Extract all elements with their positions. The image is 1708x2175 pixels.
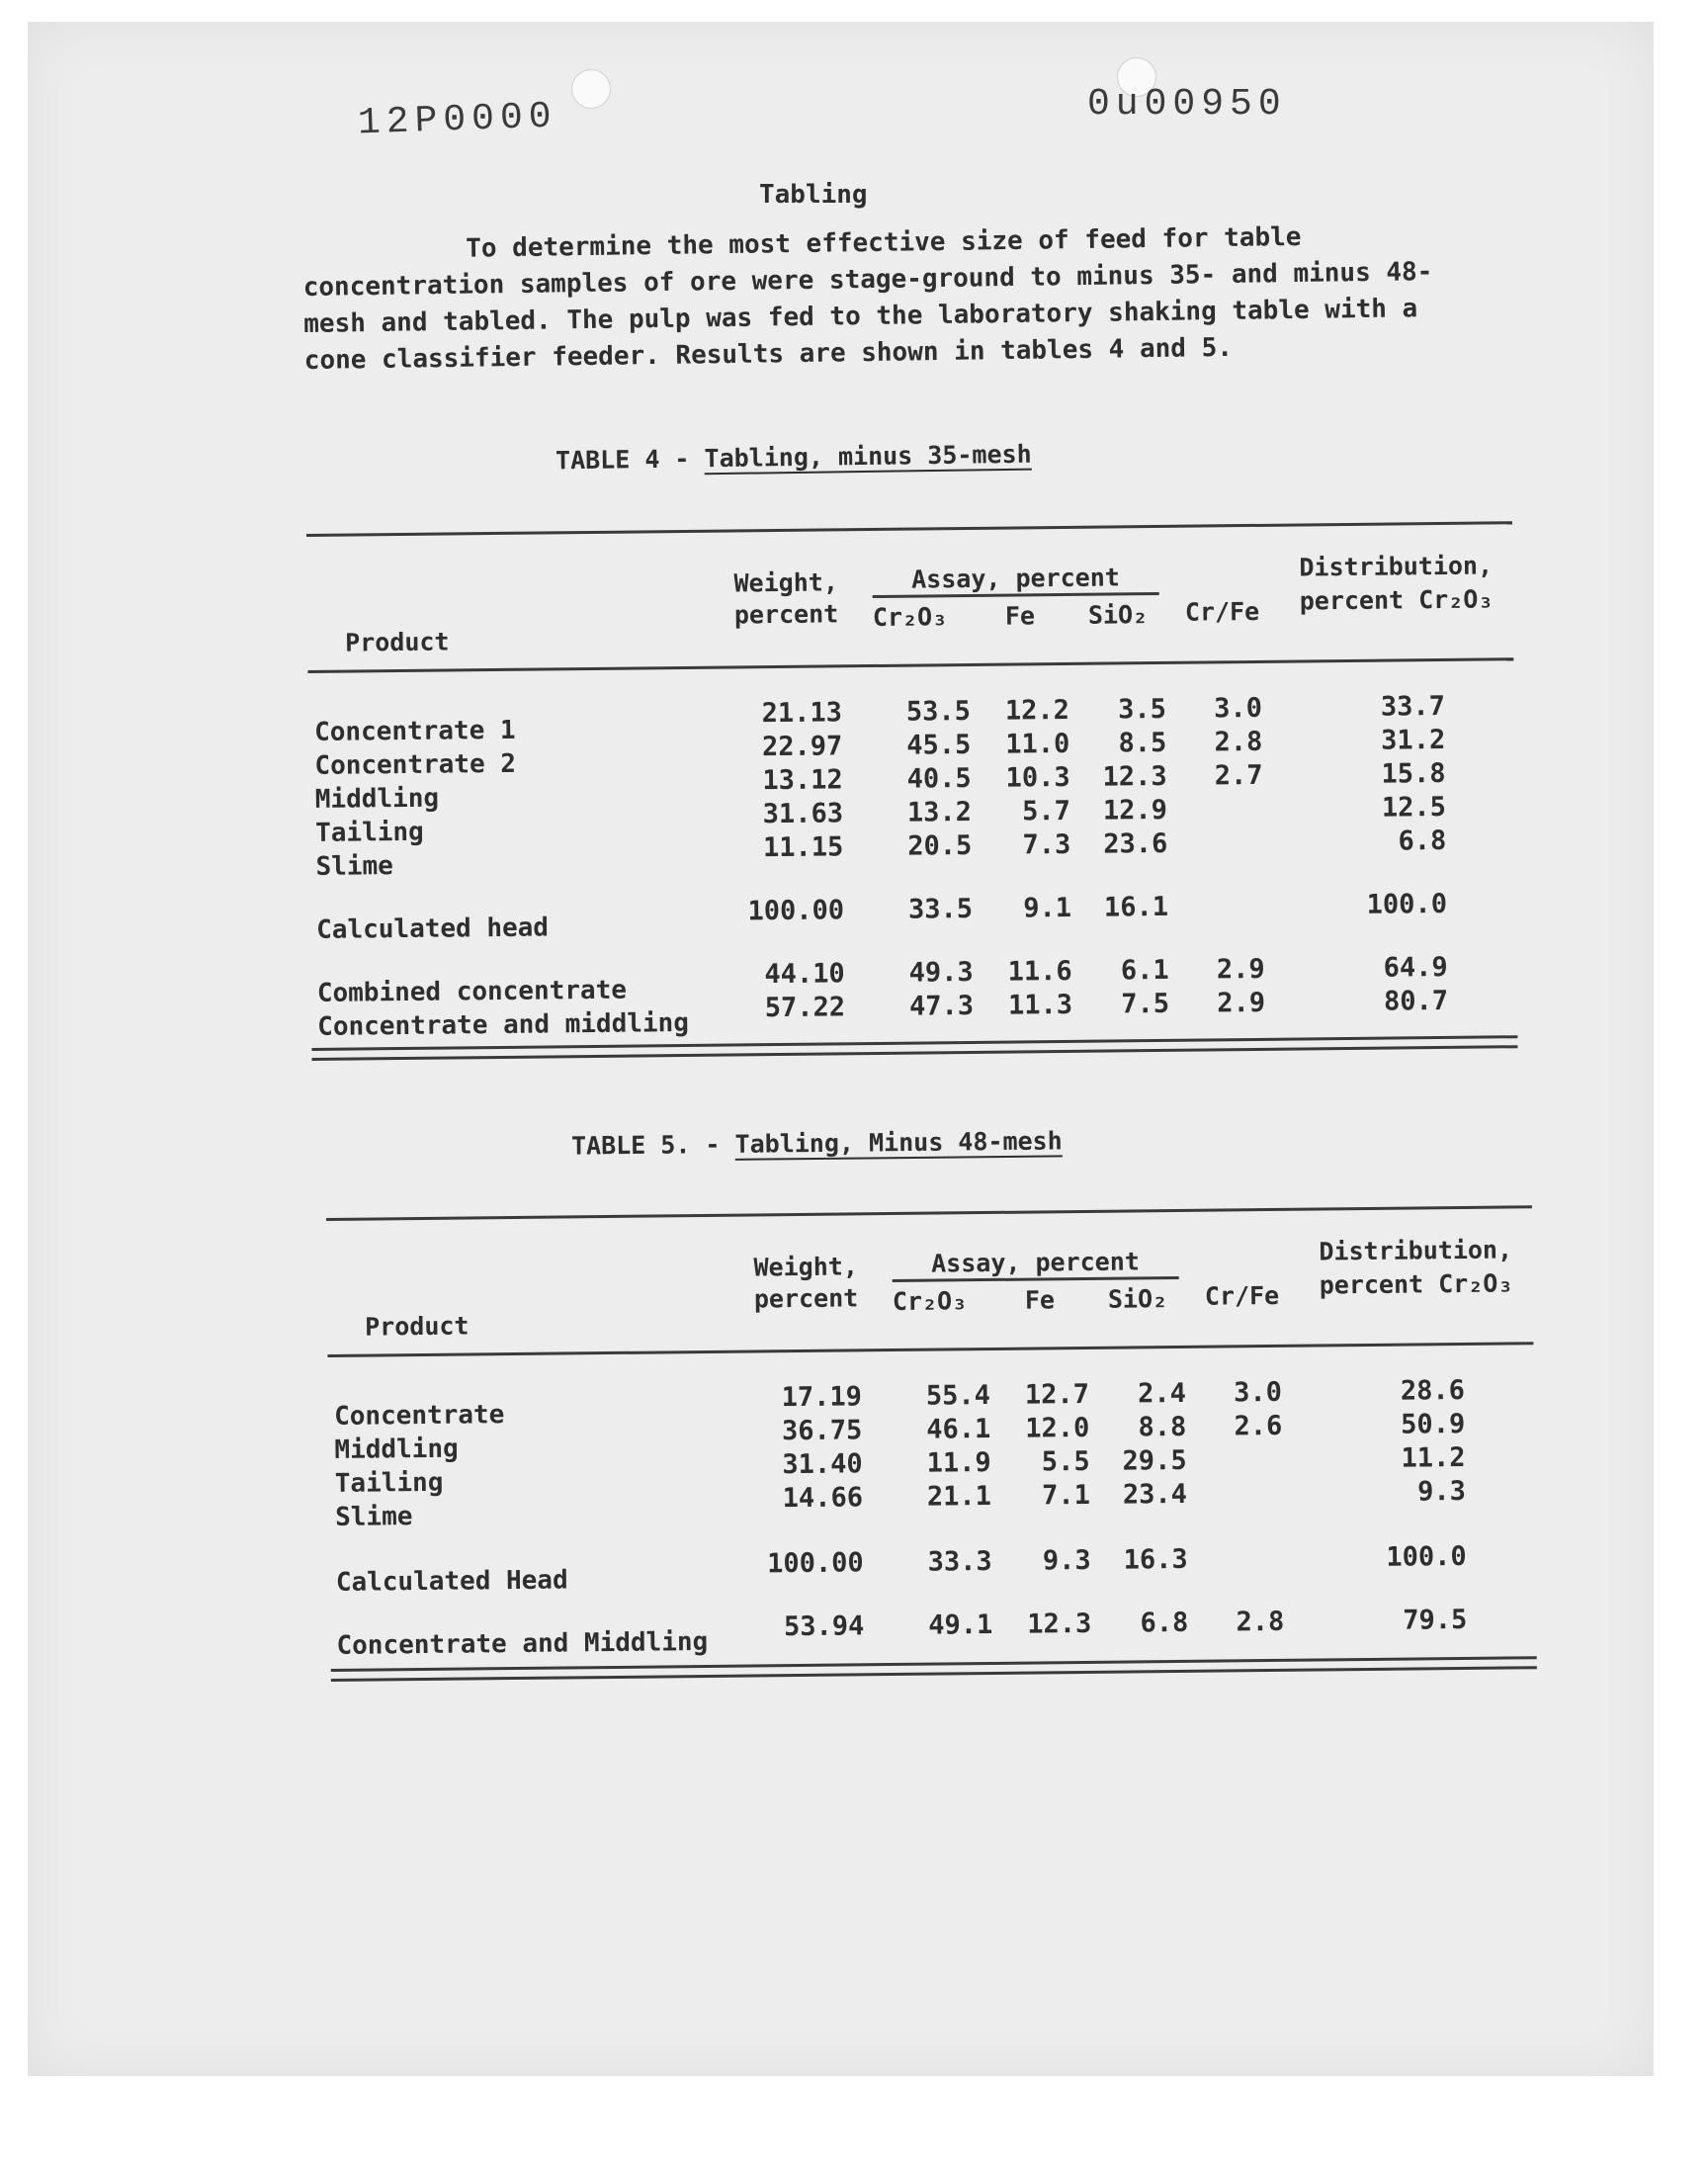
table4-row-3-fe: 10.3	[1005, 761, 1070, 794]
table4-caption-title: Tabling, minus 35-mesh	[704, 439, 1032, 474]
table5-row-4-weight: 14.66	[782, 1482, 864, 1515]
table4-row-4-cr2o3: 13.2	[906, 796, 973, 828]
table5-header-assay: Assay, percent	[892, 1247, 1178, 1282]
table4-row-5-sio2: 23.6	[1103, 827, 1168, 860]
table4-caption-prefix: TABLE 4 -	[555, 444, 705, 476]
table5-row-2-dist: 50.9	[1401, 1408, 1466, 1440]
table4-row-2-dist: 31.2	[1381, 724, 1446, 756]
table5-header-sio2: SiO₂	[1107, 1284, 1168, 1314]
table4-row-8-sio2: 7.5	[1121, 988, 1170, 1020]
table5-row-6-product: Concentrate and Middling	[336, 1626, 709, 1661]
table5-row-6-cr2o3: 49.1	[928, 1609, 993, 1641]
table4-row-6-weight: 100.00	[747, 895, 845, 927]
table4-row-6-cr2o3: 33.5	[907, 893, 974, 925]
table4-row-5-product: Slime	[315, 851, 393, 882]
table4-row-1-sio2: 3.5	[1117, 693, 1167, 726]
table5-row-3-cr2o3: 11.9	[926, 1446, 991, 1479]
table4-row-7-sio2: 6.1	[1120, 954, 1169, 987]
table4-row-1-dist: 33.7	[1380, 690, 1446, 723]
table4-row-7-dist: 64.9	[1383, 951, 1448, 984]
table5-row-3-product: Tailing	[334, 1467, 444, 1499]
table5-header-rule	[327, 1342, 1533, 1357]
table5-header-crfe: Cr/Fe	[1204, 1280, 1280, 1311]
table4-row-6-crfe	[1185, 890, 1264, 891]
table4-row-5-cr2o3: 20.5	[907, 829, 973, 862]
table5-row-1-sio2: 2.4	[1137, 1377, 1187, 1410]
table5-row-1-weight: 17.19	[781, 1381, 863, 1414]
table4-row-5-dist: 6.8	[1398, 825, 1447, 857]
table4-row-3-dist: 15.8	[1381, 757, 1446, 790]
table4-row-2-sio2: 8.5	[1118, 727, 1167, 759]
table4-row-8-cr2o3: 47.3	[908, 990, 975, 1022]
table5-row-5-weight: 100.00	[766, 1547, 864, 1580]
table4-row-2-crfe: 2.8	[1214, 726, 1263, 758]
table4-row-4-sio2: 12.9	[1102, 794, 1168, 826]
table4-row-7-weight: 44.10	[764, 958, 845, 991]
table4-header-rule	[307, 657, 1513, 673]
table4-row-8-weight: 57.22	[764, 992, 846, 1024]
table4	[306, 521, 1518, 1088]
table5-row-6-dist: 79.5	[1403, 1604, 1468, 1636]
table5-row-1-cr2o3: 55.4	[925, 1379, 991, 1412]
punch-hole-left	[571, 69, 611, 109]
table4-header-fe: Fe	[1004, 601, 1036, 631]
table4-row-8-dist: 80.7	[1383, 985, 1449, 1017]
table5-row-4-product: Slime	[335, 1502, 413, 1532]
table5-row-6-crfe: 2.8	[1236, 1606, 1285, 1638]
table5-row-6-fe: 12.3	[1027, 1608, 1092, 1640]
table4-row-1-cr2o3: 53.5	[905, 695, 972, 728]
table4-row-1-fe: 12.2	[1004, 694, 1070, 727]
table4-row-7-cr2o3: 49.3	[908, 956, 974, 989]
table4-row-7-product: Combined concentrate	[316, 975, 628, 1008]
table5-row-5-fe: 9.3	[1042, 1544, 1091, 1577]
table5-header-fe: Fe	[1024, 1285, 1056, 1315]
table5-row-3-fe: 5.5	[1041, 1445, 1090, 1478]
table4-row-4-product: Tailing	[315, 817, 424, 848]
table4-row-6-dist: 100.0	[1366, 888, 1448, 920]
table4-row-1-weight: 21.13	[761, 697, 843, 730]
table4-row-1-crfe: 3.0	[1213, 692, 1263, 725]
table4-row-3-crfe: 2.7	[1214, 759, 1263, 792]
table5-header-dist-1: Distribution,	[1319, 1235, 1513, 1266]
table4-header-assay: Assay, percent	[872, 563, 1158, 598]
table5-row-6-sio2: 6.8	[1140, 1607, 1189, 1639]
table5-header-dist-2: percent Cr₂O₃	[1319, 1268, 1513, 1300]
table4-row-1-product: Concentrate 1	[313, 715, 516, 747]
document-id-right: 0u00950	[1087, 83, 1287, 126]
table4-row-5-fe: 7.3	[1022, 828, 1071, 861]
table4-row-5-crfe	[1184, 826, 1263, 827]
table5-header-weight-2: percent	[753, 1283, 859, 1314]
table5-caption	[571, 1126, 1063, 1160]
table4-header-weight-1: Weight,	[733, 567, 839, 598]
table5-row-3-sio2: 29.5	[1122, 1444, 1187, 1477]
table4-row-3-sio2: 12.3	[1102, 760, 1167, 793]
table5-header-weight-1: Weight,	[753, 1252, 859, 1282]
intro-paragraph: To determine the most effective size of feed for table concentration samples of ore were stage-ground to minus 35- and minus 48-mesh and tabled. The pulp was fed to the laboratory shaking table with a cone classifier feeder. Results are shown in tables 4 and 5.	[302, 221, 1433, 376]
table4-row-3-cr2o3: 40.5	[906, 762, 972, 795]
table5-row-2-crfe: 2.6	[1234, 1410, 1283, 1442]
table5-caption-prefix: TABLE 5. -	[570, 1129, 735, 1161]
table5-row-6-weight: 53.94	[783, 1610, 865, 1643]
table4-row-6-sio2: 16.1	[1103, 891, 1169, 923]
table4-row-3-weight: 13.12	[762, 764, 843, 797]
page-title: Tabling	[759, 180, 868, 210]
table5-header-cr2o3: Cr₂O₃	[892, 1286, 968, 1317]
table5-row-1-product: Concentrate	[333, 1400, 505, 1432]
table4-row-3-product: Middling	[314, 783, 440, 815]
table4-header-crfe: Cr/Fe	[1184, 596, 1260, 627]
table4-row-8-fe: 11.3	[1007, 989, 1073, 1021]
table5-row-5-crfe	[1204, 1542, 1283, 1543]
table4-row-8-crfe: 2.9	[1217, 987, 1266, 1019]
table5-row-5-dist: 100.0	[1386, 1540, 1467, 1573]
table5-row-2-weight: 36.75	[781, 1415, 863, 1447]
table5-row-3-dist: 11.2	[1401, 1441, 1466, 1474]
document-id-left: 12P0000	[357, 95, 558, 145]
table4-header-dist-1: Distribution,	[1299, 551, 1494, 582]
table5-row-2-product: Middling	[334, 1434, 459, 1465]
table4-row-4-dist: 12.5	[1381, 791, 1447, 824]
table5-row-5-cr2o3: 33.3	[927, 1545, 992, 1578]
table4-row-7-crfe: 2.9	[1216, 953, 1265, 986]
table4-row-4-weight: 31.63	[762, 798, 844, 830]
table5-row-1-dist: 28.6	[1400, 1374, 1466, 1407]
table4-header-dist-2: percent Cr₂O₃	[1299, 584, 1494, 616]
table5-row-1-fe: 12.7	[1024, 1378, 1090, 1411]
table4-row-6-fe: 9.1	[1023, 892, 1072, 924]
table4-row-2-fe: 11.0	[1005, 728, 1070, 760]
table5-row-2-fe: 12.0	[1025, 1412, 1090, 1444]
table4-row-5-weight: 11.15	[762, 831, 844, 864]
table5-row-5-product: Calculated Head	[335, 1565, 568, 1598]
table5-row-5-sio2: 16.3	[1123, 1543, 1188, 1576]
table4-header-sio2: SiO₂	[1087, 600, 1149, 630]
table5-caption-title: Tabling, Minus 48-mesh	[734, 1126, 1063, 1159]
table5-row-4-sio2: 23.4	[1122, 1478, 1188, 1511]
table5-header-product: Product	[365, 1311, 470, 1342]
table5-row-3-weight: 31.40	[782, 1448, 863, 1481]
table4-row-6-product: Calculated head	[316, 913, 550, 945]
table4-row-2-product: Concentrate 2	[314, 748, 517, 781]
table5	[326, 1205, 1537, 1732]
table4-row-4-fe: 5.7	[1022, 795, 1071, 827]
table4-header-product: Product	[345, 627, 450, 657]
table4-row-2-weight: 22.97	[761, 731, 843, 763]
table4-header-cr2o3: Cr₂O₃	[872, 602, 948, 633]
table4-row-2-cr2o3: 45.5	[906, 729, 972, 761]
table5-row-2-sio2: 8.8	[1138, 1411, 1187, 1443]
table5-row-4-dist: 9.3	[1417, 1475, 1467, 1508]
table5-row-4-fe: 7.1	[1042, 1479, 1091, 1512]
table5-row-1-crfe: 3.0	[1233, 1376, 1283, 1409]
table5-row-4-crfe	[1204, 1477, 1283, 1478]
table4-header-weight-2: percent	[733, 599, 839, 630]
table5-row-2-cr2o3: 46.1	[926, 1413, 991, 1445]
table4-row-7-fe: 11.6	[1007, 955, 1072, 988]
table4-row-8-product: Concentrate and middling	[317, 1007, 690, 1042]
table5-row-4-cr2o3: 21.1	[926, 1480, 992, 1513]
